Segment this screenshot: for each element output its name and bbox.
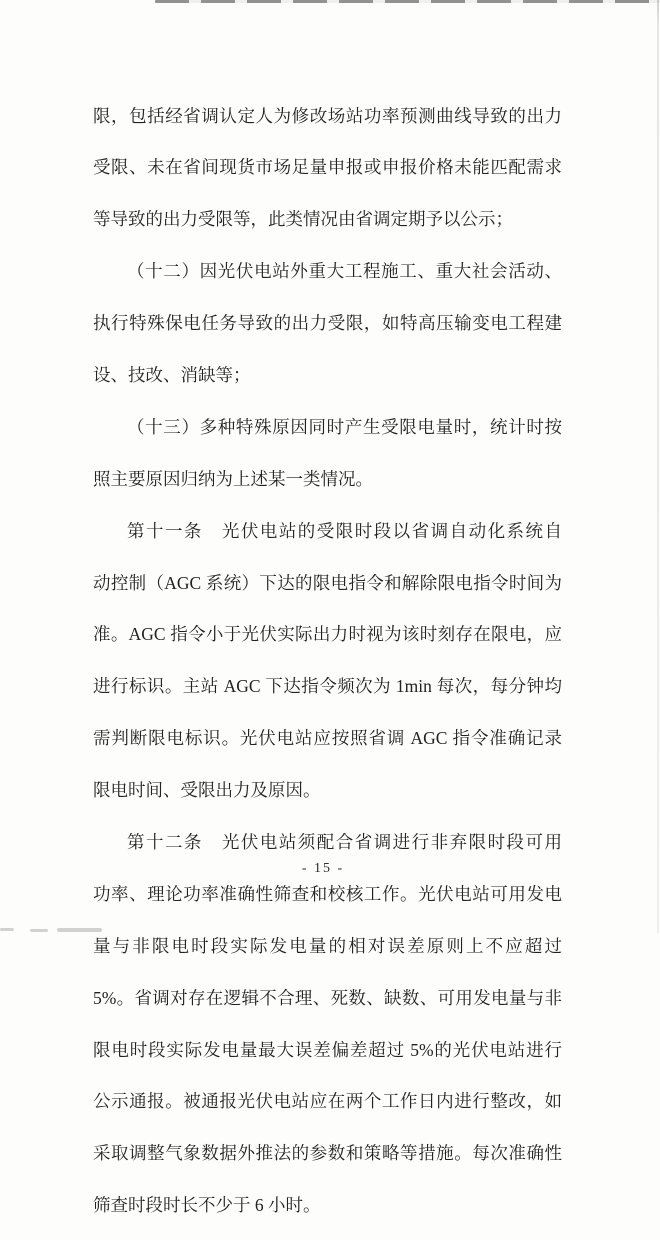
scan-artifact-right-edge	[657, 0, 659, 933]
text-line: 设、技改、消缺等；	[93, 364, 251, 385]
text-line: 执行特殊保电任务导致的出力受限，如特高压输变电工程建	[93, 313, 562, 334]
scan-artifact-smudge	[30, 929, 48, 932]
text-line: 限，包括经省调认定人为修改场站功率预测曲线导致的出力	[93, 105, 562, 126]
text-line: 功率、理论功率准确性筛查和校核工作。光伏电站可用发电	[93, 883, 562, 904]
text-line: 限电时段实际发电量最大误差偏差超过 5%的光伏电站进行	[93, 1039, 562, 1060]
text-line: 量与非限电时段实际发电量的相对误差原则上不应超过	[93, 935, 562, 956]
text-line: 公示通报。被通报光伏电站应在两个工作日内进行整改，如	[93, 1091, 562, 1112]
text-line: 5%。省调对存在逻辑不合理、死数、缺数、可用发电量与非	[93, 987, 562, 1008]
text-line: 筛查时段时长不少于 6 小时。	[93, 1195, 321, 1216]
text-line: 受限、未在省间现货市场足量申报或申报价格未能匹配需求	[93, 157, 562, 178]
page-number: - 15 -	[301, 861, 345, 876]
text-line-article-12-start: 第十二条 光伏电站须配合省调进行非弃限时段可用	[127, 831, 562, 852]
text-line-clause-13-start: （十三）多种特殊原因同时产生受限电量时，统计时按	[127, 416, 562, 437]
text-line: 采取调整气象数据外推法的参数和策略等措施。每次准确性	[93, 1143, 562, 1164]
text-line: 限电时间、受限出力及原因。	[93, 780, 321, 801]
scan-artifact-smudge	[0, 928, 14, 931]
text-line: 准。AGC 指令小于光伏实际出力时视为该时刻存在限电，应	[93, 624, 562, 645]
text-line: 进行标识。主站 AGC 下达指令频次为 1min 每次，每分钟均	[93, 676, 562, 697]
text-line: 动控制（AGC 系统）下达的限电指令和解除限电指令时间为	[93, 572, 562, 593]
text-line-clause-12-start: （十二）因光伏电站外重大工程施工、重大社会活动、	[127, 261, 562, 282]
document-body	[93, 81, 562, 1240]
text-line: 需判断限电标识。光伏电站应按照省调 AGC 指令准确记录	[93, 728, 562, 749]
text-line: 照主要原因归纳为上述某一类情况。	[93, 468, 373, 489]
text-line: 等导致的出力受限等，此类情况由省调定期予以公示；	[93, 209, 513, 230]
scan-artifact-top-edge	[155, 0, 660, 3]
text-line-article-11-start: 第十一条 光伏电站的受限时段以省调自动化系统自	[127, 520, 562, 541]
